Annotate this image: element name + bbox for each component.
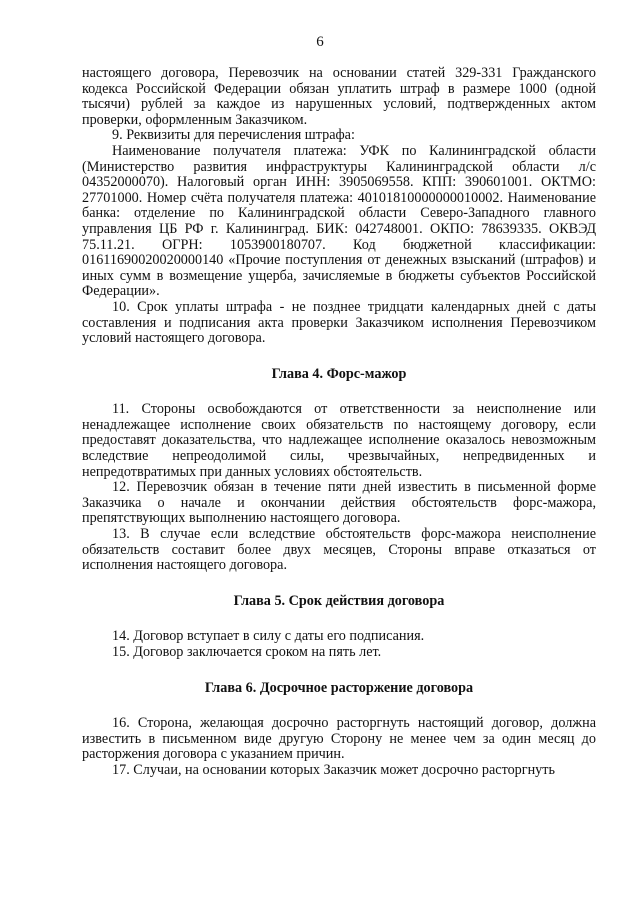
paragraph-13: 13. В случае если вследствие обстоятельств форс-мажора неисполнение обязательств составит более двух месяцев, Стороны вправе отказаться от исполнения настоящего договора. <box>82 526 596 574</box>
document-body <box>82 66 596 779</box>
paragraph-12: 12. Перевозчик обязан в течение пяти дней известить в письменной форме Заказчика о начале и окончании действия обстоятельств форс-мажора, препятствующих выполнению настоящего договора. <box>82 479 596 527</box>
paragraph-9: 9. Реквизиты для перечисления штрафа: <box>112 127 355 144</box>
page-number: 6 <box>316 34 324 50</box>
paragraph-continuation: настоящего договора, Перевозчик на основании статей 329-331 Гражданского кодекса Российской Федерации обязан уплатить штраф в размере 1000 (одной тысячи) рублей за каждое из нарушенных условий, подтвержденных актом проверки, оформленным Заказчиком. <box>82 65 596 128</box>
chapter-4-heading: Глава 4. Форс-мажор <box>271 365 407 382</box>
paragraph-15: 15. Договор заключается сроком на пять лет. <box>112 644 382 660</box>
paragraph-11: 11. Стороны освобождаются от ответственности за неисполнение или ненадлежащее исполнение своих обязательств по настоящему договору, если предоставят доказательства, что надлежащее исполнение оказалось невозможным вследствие непреодолимой силы, чрезвычайных, непредвиденных и непредотвратимых при данных условиях обстоятельств. <box>82 401 596 480</box>
chapter-5-heading: Глава 5. Срок действия договора <box>233 592 445 609</box>
paragraph-14: 14. Договор вступает в силу с даты его подписания. <box>112 628 425 645</box>
paragraph-17: 17. Случаи, на основании которых Заказчик может досрочно расторгнуть <box>112 761 555 778</box>
paragraph-10: 10. Срок уплаты штрафа - не позднее тридцати календарных дней с даты составления и подписания акта проверки Заказчиком исполнения Перевозчиком условий настоящего договора. <box>82 298 596 347</box>
chapter-6-heading: Глава 6. Досрочное расторжение договора <box>204 679 474 696</box>
paragraph-16: 16. Сторона, желающая досрочно расторгнуть настоящий договор, должна известить в письменном виде другую Сторону не менее чем за один месяц до расторжения договора с указанием причин. <box>82 715 596 763</box>
paragraph-9-details: Наименование получателя платежа: УФК по Калининградской области (Министерство развития инфраструктуры Калининградской области л/с 04352000070). Налоговый орган ИНН: 3905069558. КПП: 390601001. ОКТМО: 27701000. Номер счёта получателя платежа: 40101810000000010002. Наименование банка: отделение по Калининградской области Северо-Западного главного управления ЦБ РФ г. Калининград. БИК: 042748001. ОКПО: 78639335. ОКВЭД 75.11.21. ОГРН: 1053900180707. Код бюджетной классификации: 01611690020020000140 «Прочие поступления от денежных взысканий (штрафов) и иных сумм в возмещение ущерба, зачисляемые в бюджеты субъектов Российской Федерации». <box>82 142 596 300</box>
